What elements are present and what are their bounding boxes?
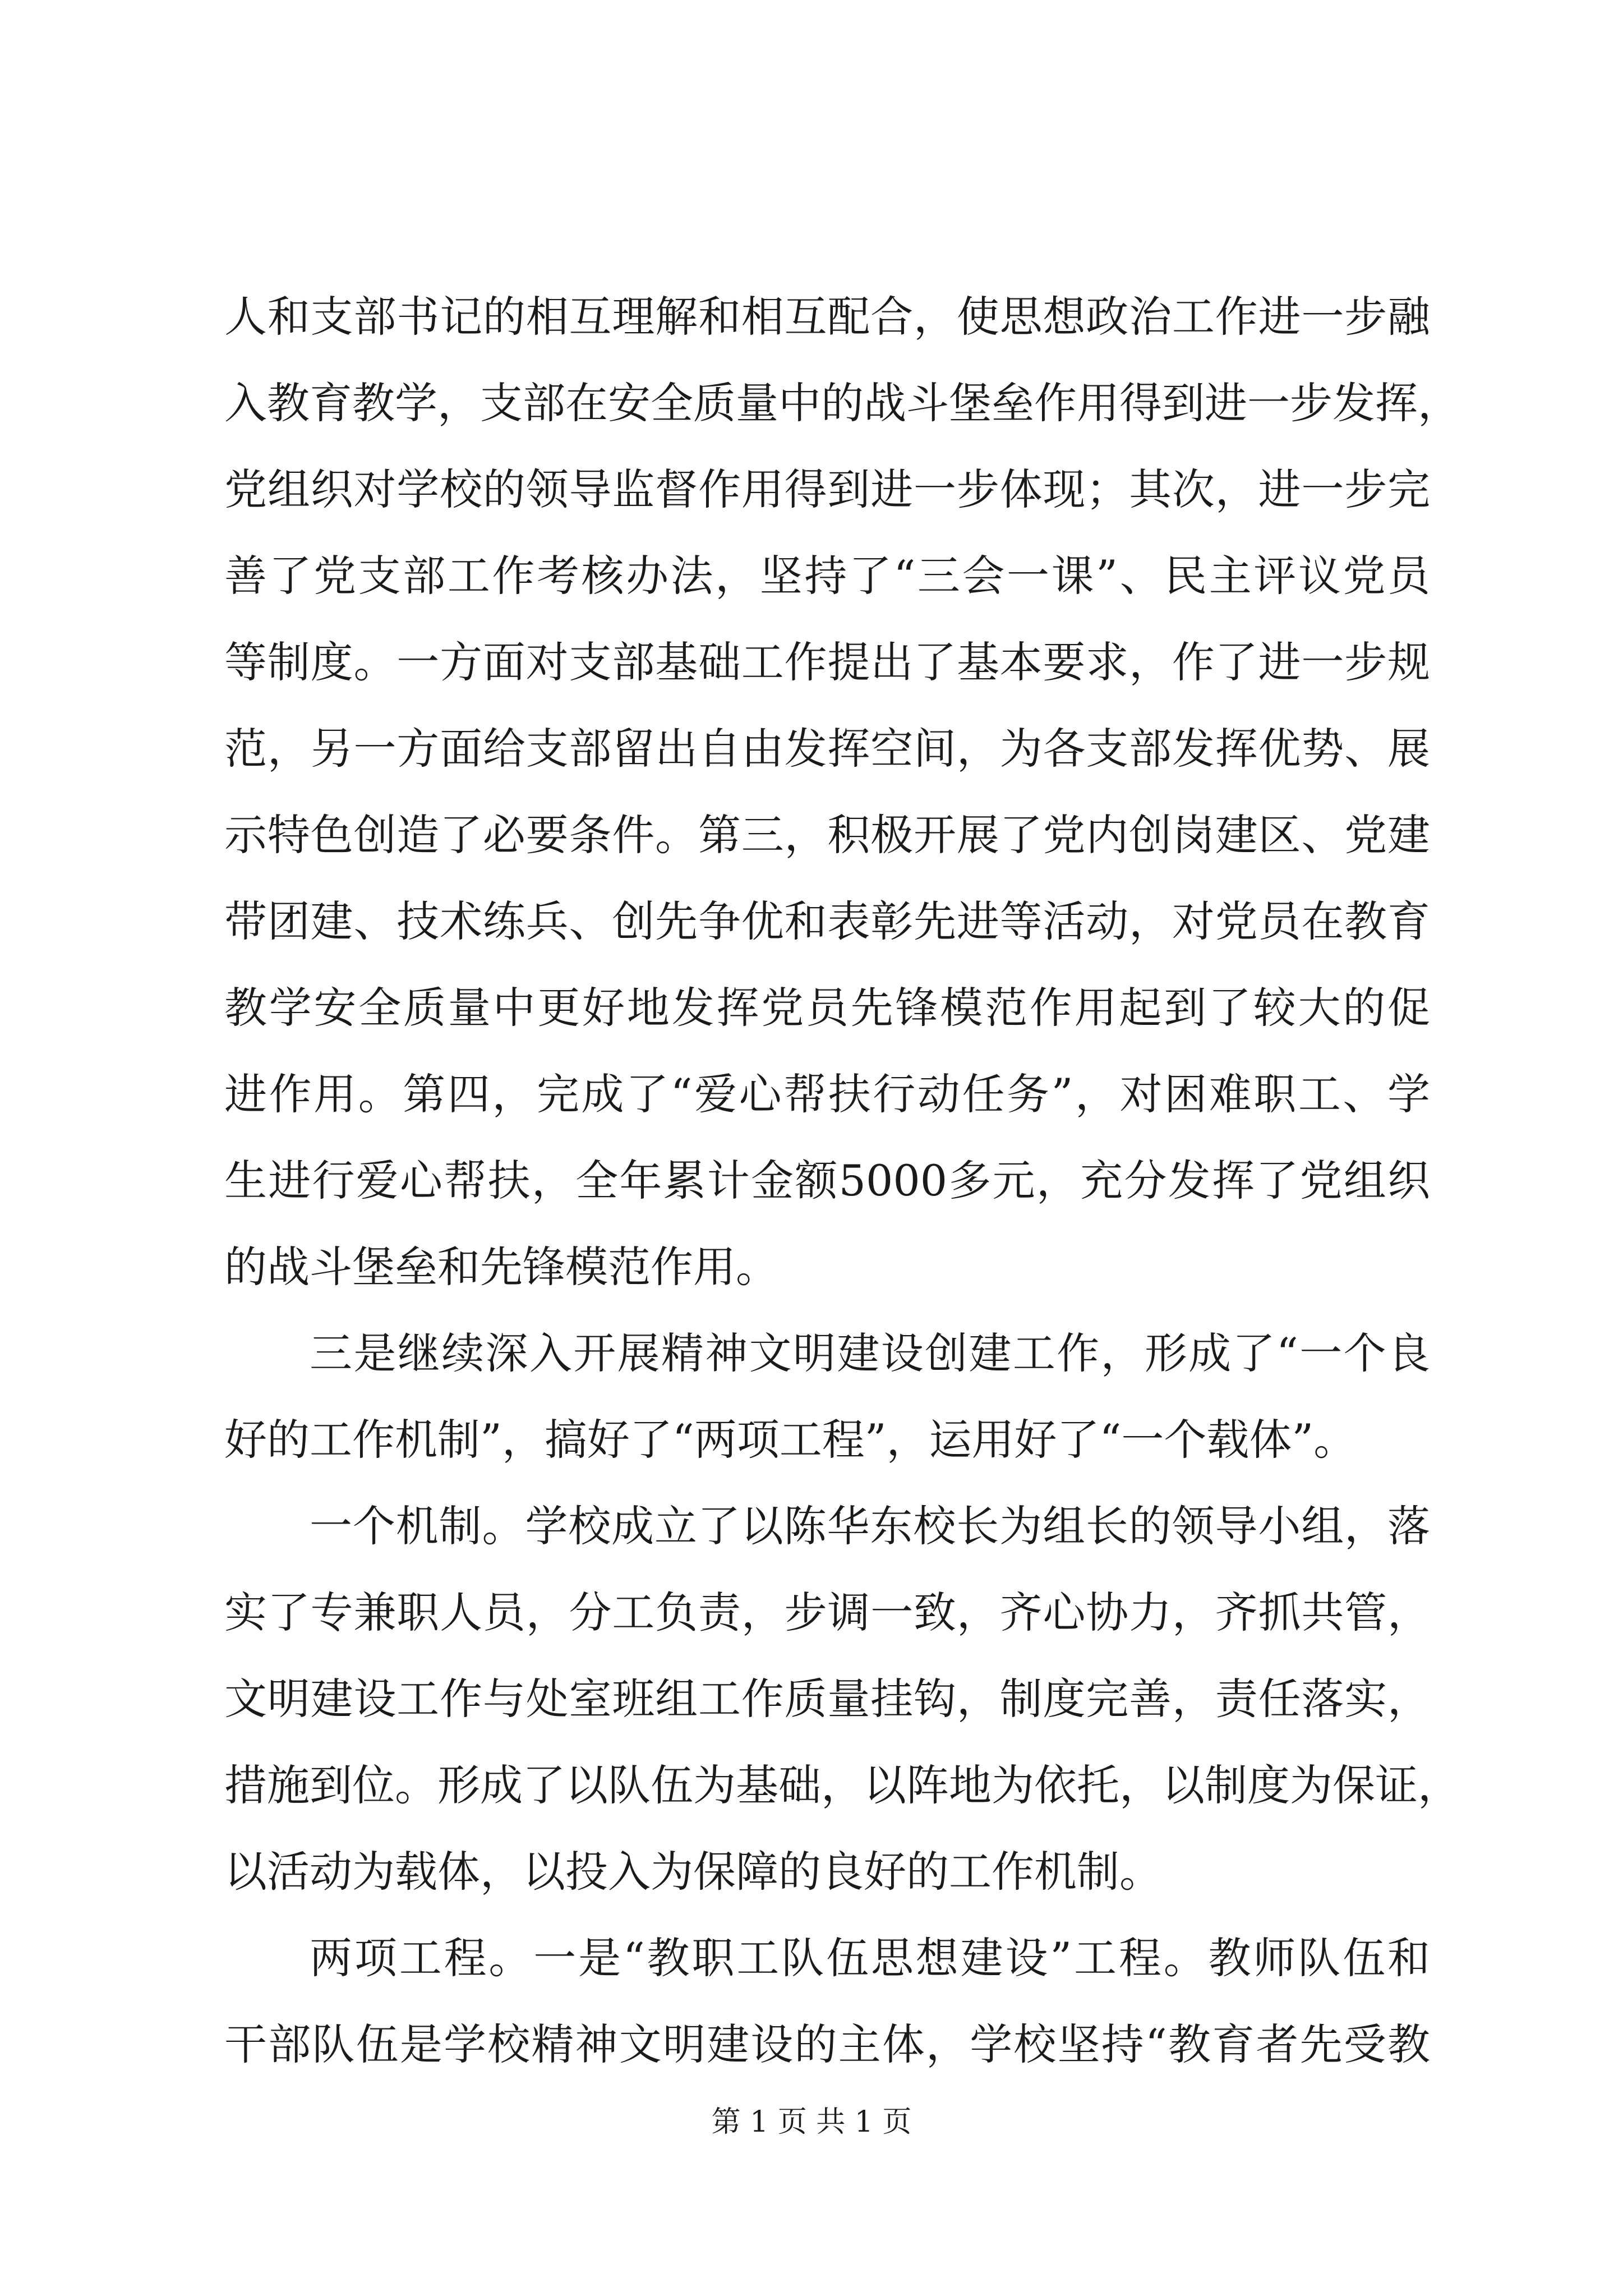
text-line: 以活动为载体，以投入为保障的良好的工作机制。 [224,1847,1162,1897]
text-line: 人和支部书记的相互理解和相互配合，使思想政治工作进一步融 [224,292,1430,342]
text-line: 实了专兼职人员，分工负责，步调一致，齐心协力，齐抓共管， [224,1588,1430,1637]
document-body [224,292,1460,2109]
text-line: 进作用。第四，完成了“爱心帮扶行动任务”，对困难职工、学 [224,1069,1430,1119]
text-line: 教学安全质量中更好地发挥党员先锋模范作用起到了较大的促 [224,983,1430,1033]
text-line: 措施到位。形成了以队伍为基础，以阵地为依托，以制度为保证， [224,1760,1460,1810]
text-line: 干部队伍是学校精神文明建设的主体，学校坚持“教育者先受教 [224,2019,1430,2069]
text-line: 党组织对学校的领导监督作用得到进一步体现；其次，进一步完 [224,464,1430,514]
page-number-label: 第 1 页 共 1 页 [711,2105,912,2139]
text-line: 善了党支部工作考核办法，坚持了“三会一课”、民主评议党员 [224,551,1430,601]
page-footer [0,2098,1623,2140]
text-line: 示特色创造了必要条件。第三，积极开展了党内创岗建区、党建 [224,810,1430,860]
text-line: 生进行爱心帮扶，全年累计金额5000多元，充分发挥了党组织 [224,1156,1430,1205]
paragraph-first-line: 一个机制。学校成立了以陈华东校长为组长的领导小组，落 [310,1501,1430,1551]
paragraph-first-line: 两项工程。一是“教职工队伍思想建设”工程。教师队伍和 [310,1933,1430,1983]
text-line: 入教育教学，支部在安全质量中的战斗堡垒作用得到进一步发挥， [224,378,1460,428]
text-line: 带团建、技术练兵、创先争优和表彰先进等活动，对党员在教育 [224,896,1430,946]
paragraph-first-line: 三是继续深入开展精神文明建设创建工作，形成了“一个良 [310,1328,1430,1378]
text-line: 文明建设工作与处室班组工作质量挂钩，制度完善，责任落实， [224,1674,1430,1724]
text-line: 范，另一方面给支部留出自由发挥空间，为各支部发挥优势、展 [224,724,1430,774]
text-line: 的战斗堡垒和先锋模范作用。 [224,1242,778,1292]
text-line: 等制度。一方面对支部基础工作提出了基本要求，作了进一步规 [224,637,1430,687]
text-line: 好的工作机制”，搞好了“两项工程”，运用好了“一个载体”。 [224,1415,1357,1465]
